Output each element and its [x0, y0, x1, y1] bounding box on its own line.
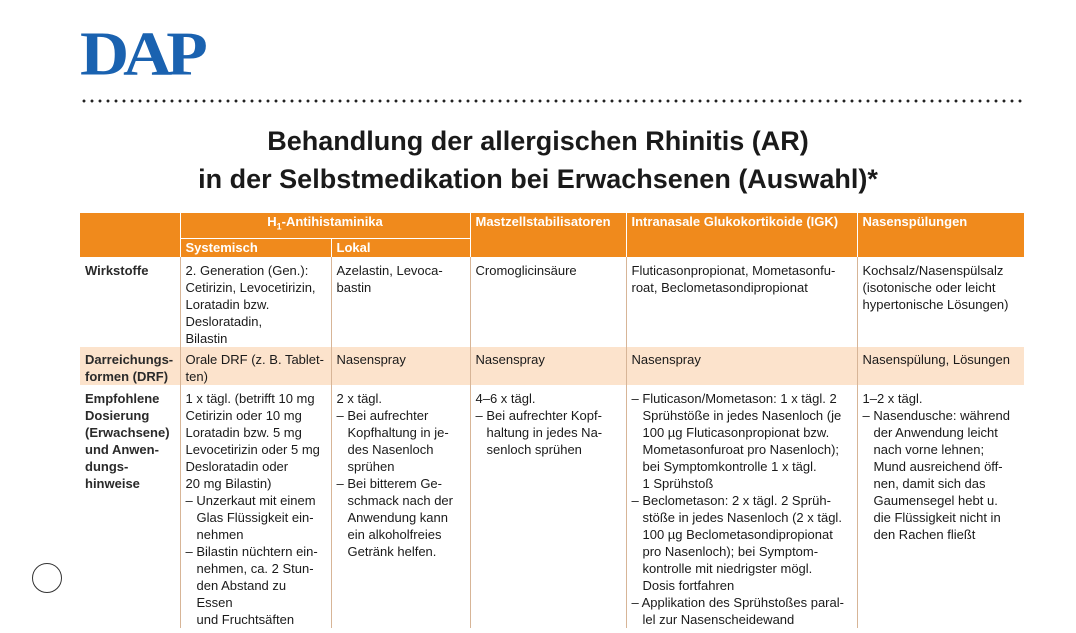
bullet-item [632, 390, 852, 492]
text-line: – Unzerkaut mit einem [185, 493, 316, 508]
text-line: Getränk helfen. [347, 544, 437, 559]
text-line: nehmen, ca. 2 Stun- [196, 561, 314, 576]
text-line: Bilastin [185, 331, 228, 346]
text-line: Glas Flüssigkeit ein- [196, 510, 314, 525]
text-line: stöße in jedes Nasenloch (2 x tägl. [642, 510, 842, 525]
cell-lokal [331, 385, 470, 628]
text-line: bastin [336, 280, 372, 295]
text-line: 4–6 x tägl. [475, 391, 536, 406]
text-line: 1 Sprühstoß [642, 476, 714, 491]
text-line: Kochsalz/Nasenspülsalz [862, 263, 1004, 278]
dotted-divider [80, 99, 1025, 103]
row-label [80, 347, 180, 385]
bullet-item [632, 492, 852, 594]
text-line: Fluticasonpropionat, Mometasonfu- [631, 263, 836, 278]
header-systemisch: Systemisch [180, 239, 331, 258]
bullet-item [863, 407, 1020, 543]
cell-nasensp [857, 385, 1024, 628]
bullet-item [632, 594, 852, 628]
text-line: Sprühstöße in jedes Nasenloch (je [642, 408, 842, 423]
cell-systemisch [180, 385, 331, 628]
header-mastzellstabilisatoren: Mastzellstabilisatoren [470, 213, 626, 257]
text-line: ein alkoholfreies [347, 527, 442, 542]
row-label: Wirkstoffe [85, 263, 149, 278]
text-line: hypertonische Lösungen) [862, 297, 1009, 312]
cell-lokal [331, 347, 470, 385]
text-line: Nasenspray [475, 352, 545, 367]
cell-mastzell [470, 347, 626, 385]
text-line: schmack nach der [347, 493, 453, 508]
row-wirkstoffe [80, 257, 1024, 347]
text-line: formen (DRF) [85, 369, 169, 384]
text-line: Dosis fortfahren [642, 578, 735, 593]
text-line: Mund ausreichend öff- [873, 459, 1003, 474]
text-line: – Bilastin nüchtern ein- [185, 544, 318, 559]
row-dosierung [80, 385, 1024, 628]
cell-nasensp [857, 257, 1024, 347]
text-line: Orale DRF (z. B. Tablet- [185, 352, 324, 367]
bullet-item [337, 475, 465, 560]
row-darreichungsformen [80, 347, 1024, 385]
text-line: (Erwachsene) [85, 425, 170, 440]
cell-igk [626, 385, 857, 628]
text-line: den Rachen fließt [873, 527, 976, 542]
text-line: Nasenspray [336, 352, 406, 367]
bullet-item [186, 543, 326, 628]
text-line: lel zur Nasenscheidewand [642, 612, 795, 627]
text-line: – Fluticason/Mometason: 1 x tägl. 2 [631, 391, 837, 406]
text-line: roat, Beclometasondipropionat [631, 280, 808, 295]
text-line: Azelastin, Levoca- [336, 263, 443, 278]
header-empty-cell [80, 213, 180, 257]
text-line: Cetirizin, Levocetirizin, [185, 280, 316, 295]
text-line: Darreichungs- [85, 352, 174, 367]
text-line: – Applikation des Sprühstoßes paral- [631, 595, 844, 610]
text-line: 1–2 x tägl. [862, 391, 923, 406]
text-line: und Anwen- [85, 442, 159, 457]
text-line: der Anwendung leicht [873, 425, 998, 440]
text-line: Cromoglicinsäure [475, 263, 577, 278]
cell-systemisch [180, 347, 331, 385]
row-label [80, 385, 180, 628]
circle-mark [32, 563, 62, 593]
text-line: – Nasendusche: während [862, 408, 1010, 423]
text-line: – Bei bitterem Ge- [336, 476, 442, 491]
text-line: hinweise [85, 476, 140, 491]
cell-lokal [331, 257, 470, 347]
cell-igk [626, 257, 857, 347]
text-line: – Beclometason: 2 x tägl. 2 Sprüh- [631, 493, 831, 508]
text-line: Empfohlene [85, 391, 160, 406]
text-line: 2 x tägl. [336, 391, 383, 406]
text-line: 2. Generation (Gen.): [185, 263, 309, 278]
text-line: Loratadin bzw. Desloratadin, [185, 297, 270, 329]
text-line: Nasenspray [631, 352, 701, 367]
cell-igk [626, 347, 857, 385]
text-line: Cetirizin oder 10 mg [185, 408, 302, 423]
text-line: dungs- [85, 459, 129, 474]
header-antihistaminika: $H_1$-Antihistaminika [180, 213, 470, 239]
treatment-table [80, 213, 1024, 628]
header-igk: Intranasale Glukokortikoide (IGK) [626, 213, 857, 257]
header-lokal: Lokal [331, 239, 470, 258]
text-line: den Abstand zu Essen [196, 578, 287, 610]
text-line: Loratadin bzw. 5 mg [185, 425, 302, 440]
header-row-1 [80, 213, 1024, 239]
page-title [0, 122, 1076, 198]
text-line: sprühen [347, 459, 395, 474]
bullet-item [186, 492, 326, 543]
text-line: Kopfhaltung in je- [347, 425, 449, 440]
bullet-item [337, 407, 465, 475]
bullet-item [476, 407, 621, 458]
cell-nasensp [857, 347, 1024, 385]
text-line: – Bei aufrechter [336, 408, 429, 423]
text-line: haltung in jedes Na- [486, 425, 603, 440]
text-line: des Nasenloch [347, 442, 434, 457]
text-line: und Fruchtsäften [196, 612, 295, 627]
text-line: senloch sprühen [486, 442, 582, 457]
text-line: Desloratadin oder [185, 459, 289, 474]
text-line: die Flüssigkeit nicht in [873, 510, 1001, 525]
title-line-2: in der Selbstmedikation bei Erwachsenen (Auswahl)* [198, 164, 878, 194]
text-line: kontrolle mit niedrigster mögl. [642, 561, 813, 576]
text-line: Levocetirizin oder 5 mg [185, 442, 320, 457]
text-line: 100 µg Fluticasonpropionat bzw. [642, 425, 830, 440]
text-line: pro Nasenloch); bei Symptom- [642, 544, 819, 559]
text-line: nach vorne lehnen; [873, 442, 985, 457]
text-line: nehmen [196, 527, 244, 542]
title-line-1: Behandlung der allergischen Rhinitis (AR) [267, 126, 809, 156]
text-line: Dosierung [85, 408, 150, 423]
cell-mastzell [470, 385, 626, 628]
text-line: bei Symptomkontrolle 1 x tägl. [642, 459, 817, 474]
cell-mastzell [470, 257, 626, 347]
text-line: (isotonische oder leicht [862, 280, 996, 295]
text-line: Gaumensegel hebt u. [873, 493, 998, 508]
text-line: – Bei aufrechter Kopf- [475, 408, 602, 423]
text-line: 20 mg Bilastin) [185, 476, 272, 491]
text-line: nen, damit sich das [873, 476, 986, 491]
text-line: Mometasonfuroat pro Nasenloch); [642, 442, 840, 457]
text-line: Nasenspülung, Lösungen [862, 352, 1010, 367]
dap-logo: DAP [80, 18, 202, 89]
text-line: ten) [185, 369, 208, 384]
text-line: Anwendung kann [347, 510, 448, 525]
header-nasenspuelungen: Nasenspülungen [857, 213, 1024, 257]
text-line: 1 x tägl. (betrifft 10 mg [185, 391, 315, 406]
text-line: 100 µg Beclometasondipropionat [642, 527, 833, 542]
cell-systemisch [180, 257, 331, 347]
